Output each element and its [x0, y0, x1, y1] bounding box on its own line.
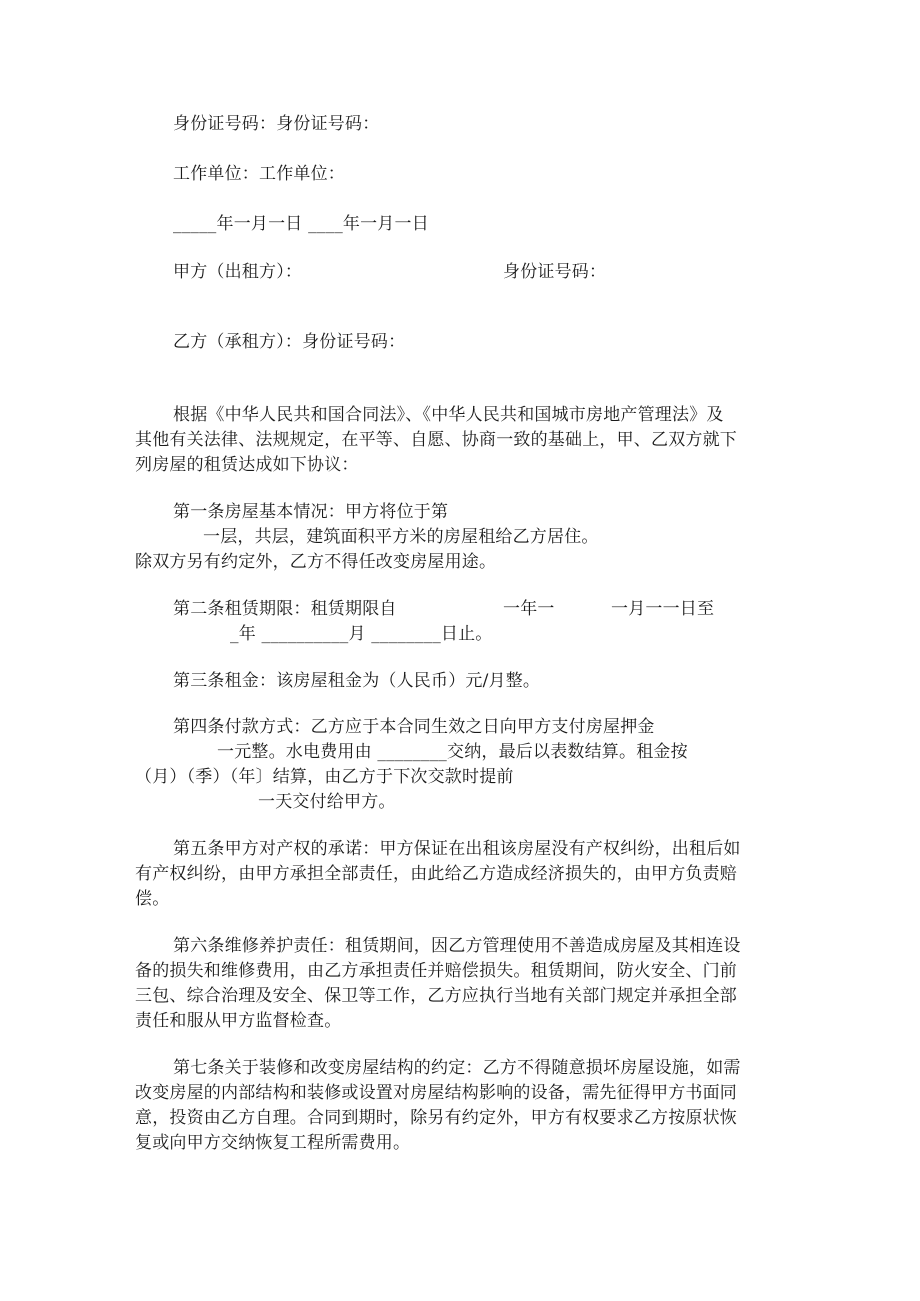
article-2-line-1c: 一月一一日至 — [611, 599, 715, 619]
article-6-line-1: 第六条维修养护责任：租赁期间，因乙方管理使用不善造成房屋及其相连设 — [173, 936, 741, 956]
article-1-line-2: 一层，共层，建筑面积平方米的房屋租给乙方居住。 — [203, 527, 599, 547]
article-2-line-2: _年 __________月 ________日止。 — [230, 624, 493, 644]
article-3-line: 第三条租金：该房屋租金为（人民币）元/月整。 — [173, 671, 541, 691]
article-4-line-2: 一元整。水电费用由 ________交纳，最后以表数结算。租金按 — [217, 742, 688, 762]
article-6-line-2: 备的损失和维修费用，由乙方承担责任并赔偿损失。租赁期间，防火安全、门前 — [135, 961, 737, 981]
id-number-line: 身份证号码：身份证号码： — [173, 114, 380, 134]
article-2-line-1a: 第二条租赁期限：租赁期限自 — [173, 599, 397, 619]
work-unit-line: 工作单位：工作单位： — [173, 164, 345, 184]
article-5-line-3: 偿。 — [135, 889, 170, 909]
date-line: _____年一月一日 ____年一月一日 — [173, 214, 429, 234]
article-7-line-4: 复或向甲方交纳恢复工程所需费用。 — [135, 1133, 411, 1153]
article-4-line-3: （月）（季）（年〕结算，由乙方于下次交款时提前 — [135, 767, 514, 787]
article-7-line-1: 第七条关于装修和改变房屋结构的约定：乙方不得随意损坏房屋设施，如需 — [173, 1058, 741, 1078]
party-b-line: 乙方（承租方）：身份证号码： — [173, 332, 406, 352]
article-7-line-2: 改变房屋的内部结构和装修或设置对房屋结构影响的设备，需先征得甲方书面同 — [135, 1083, 737, 1103]
preamble-line-1: 根据《中华人民共和国合同法》、《中华人民共和国城市房地产管理法》及 — [173, 405, 724, 425]
article-7-line-3: 意，投资由乙方自理。合同到期时，除另有约定外，甲方有权要求乙方按原状恢 — [135, 1108, 737, 1128]
article-4-line-4: 一天交付给甲方。 — [258, 792, 396, 812]
article-6-line-4: 责任和服从甲方监督检查。 — [135, 1011, 342, 1031]
party-a-label: 甲方（出租方）： — [173, 262, 303, 282]
preamble-line-3: 列房屋的租赁达成如下协议： — [135, 455, 359, 475]
party-a-id-label: 身份证号码： — [503, 262, 607, 282]
article-1-line-3: 除双方另有约定外，乙方不得任改变房屋用途。 — [135, 552, 497, 572]
preamble-line-2: 其他有关法律、法规规定，在平等、自愿、协商一致的基础上，甲、乙双方就下 — [135, 430, 737, 450]
article-5-line-1: 第五条甲方对产权的承诺：甲方保证在出租该房屋没有产权纠纷，出租后如 — [173, 839, 741, 859]
article-1-line-1: 第一条房屋基本情况：甲方将位于第 — [173, 502, 449, 522]
article-6-line-3: 三包、综合治理及安全、保卫等工作，乙方应执行当地有关部门规定并承担全部 — [135, 986, 737, 1006]
article-4-line-1: 第四条付款方式：乙方应于本合同生效之日向甲方支付房屋押金 — [173, 717, 655, 737]
article-2-line-1b: 一年一 — [503, 599, 555, 619]
article-5-line-2: 有产权纠纷，由甲方承担全部责任，由此给乙方造成经济损失的，由甲方负责赔 — [135, 864, 737, 884]
